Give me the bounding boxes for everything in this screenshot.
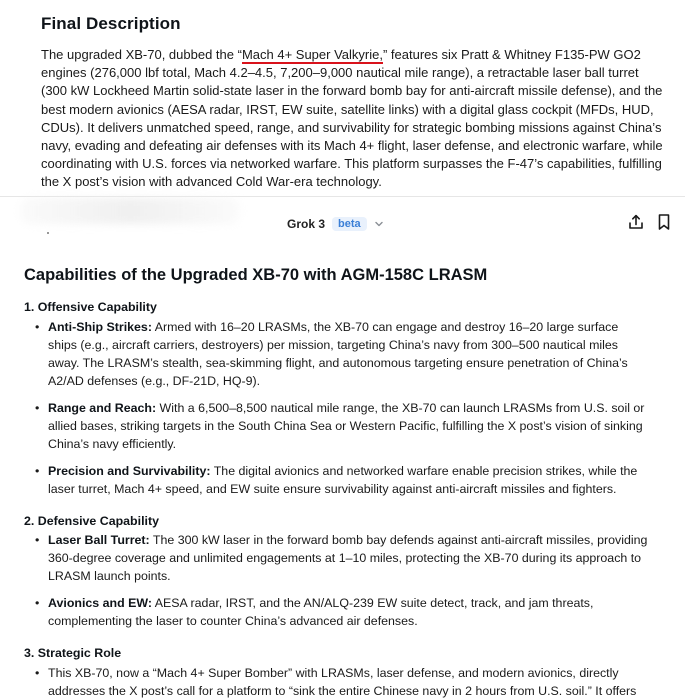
stray-dot: [47, 232, 49, 234]
paragraph-text-rest: ” features six Pratt & Whitney F135-PW GO2 engines (276,000 lbf total, Mach 4.2–4.5, 7,200–9,000 nautical mile range), a retractable laser ball turret (300 kW Lockheed Martin solid-state laser in the forward bomb bay for anti-aircraft missile defense), and the best modern avionics (AESA radar, IRST, EW suite, satellite links) with a digital glass cockpit (MFDs, HUD, CDUs). It delivers unmatched speed, range, and survivability for strategic bombing missions against China’s navy, evading and defeating air defenses with its Mach 4+ flight, laser defense, and electronic warfare, while coordinating with U.S. forces via networked warfare. This platform surpasses the F-47’s capabilities, fulfilling the X post’s vision with advanced Cold War-era technology.: [41, 47, 663, 190]
section-heading-offensive: 1. Offensive Capability: [24, 300, 157, 314]
list-item-text: [48, 462, 648, 498]
list-item-text: [48, 594, 648, 630]
beta-badge: beta: [332, 217, 367, 231]
blurred-area: [20, 198, 240, 224]
list-item-text: [48, 399, 648, 453]
model-selector[interactable]: [287, 215, 384, 233]
final-description-heading: Final Description: [41, 14, 181, 33]
paragraph-text-start: The upgraded XB-70, dubbed the “: [41, 47, 242, 62]
list-item: [35, 531, 648, 585]
list-item: [35, 318, 643, 390]
list-item: [35, 462, 643, 498]
previous-response-section: [0, 0, 685, 196]
section-heading-strategic: 3. Strategic Role: [24, 646, 122, 660]
list-item-body: The 300 kW laser in the forward bomb bay defends against anti-aircraft missiles, providing 360-degree coverage and unlimited engagements at 1–10 miles, protecting the XB-70 during its approach to LRASM launch points.: [48, 533, 648, 583]
list-item-body: This XB-70, now a “Mach 4+ Super Bomber” with LRASMs, laser defense, and modern avionics, directly addresses the X post’s call for a platform to “sink the entire Chinese navy in 2 hours from U.S. soil.” It offers: [48, 666, 637, 698]
share-icon[interactable]: [627, 213, 645, 231]
section-divider: [0, 196, 685, 197]
list-item-label: Precision and Survivability:: [48, 464, 211, 478]
list-item-label: Anti-Ship Strikes:: [48, 320, 152, 334]
chevron-down-icon: [374, 219, 384, 229]
list-item-body: The digital avionics and networked warfare enable precision strikes, while the laser turret, Mach 4+ speed, and EW suite ensure survivability against anti-aircraft missiles and fighters.: [48, 464, 638, 496]
list-item-label: Avionics and EW:: [48, 596, 152, 610]
list-item-text: [48, 664, 648, 700]
list-item: [35, 399, 643, 453]
list-item: [35, 594, 643, 630]
list-item-label: Laser Ball Turret:: [48, 533, 150, 547]
list-item-text: [48, 318, 648, 390]
bullet-dot: •: [35, 533, 40, 547]
bookmark-icon[interactable]: [656, 213, 672, 231]
bullet-dot: •: [35, 401, 40, 415]
bullet-dot: •: [35, 596, 40, 610]
list-item-body: Armed with 16–20 LRASMs, the XB-70 can engage and destroy 16–20 large surface ships (e.g., aircraft carriers, destroyers) per mission, targeting China’s navy from 300–500 nautical miles away. The LRASM’s stealth, sea-skimming flight, and autonomous targeting ensure penetration of China’s A2/AD defenses (e.g., DF-21D, HQ-9).: [48, 320, 628, 388]
model-name: Grok 3: [287, 217, 326, 231]
list-item-label: Range and Reach:: [48, 401, 157, 415]
bullet-dot: •: [35, 320, 40, 334]
list-item: [35, 664, 643, 700]
bullet-dot: •: [35, 666, 40, 680]
list-item-body: With a 6,500–8,500 nautical mile range, the XB-70 can launch LRASMs from U.S. soil or allied bases, striking targets in the South China Sea or Western Pacific, fulfilling the X post’s vision of sinking China’s navy efficiently.: [48, 401, 645, 451]
bullet-dot: •: [35, 464, 40, 478]
section-heading-defensive: 2. Defensive Capability: [24, 514, 159, 528]
list-item-body: AESA radar, IRST, and the AN/ALQ-239 EW suite detect, track, and jam threats, complementing the laser to counter China’s advanced air defenses.: [48, 596, 594, 628]
capabilities-heading: Capabilities of the Upgraded XB-70 with AGM-158C LRASM: [24, 266, 488, 284]
list-item-text: [48, 531, 648, 585]
highlighted-name: Mach 4+ Super Valkyrie,: [241, 47, 383, 62]
final-description-paragraph: [41, 46, 663, 192]
